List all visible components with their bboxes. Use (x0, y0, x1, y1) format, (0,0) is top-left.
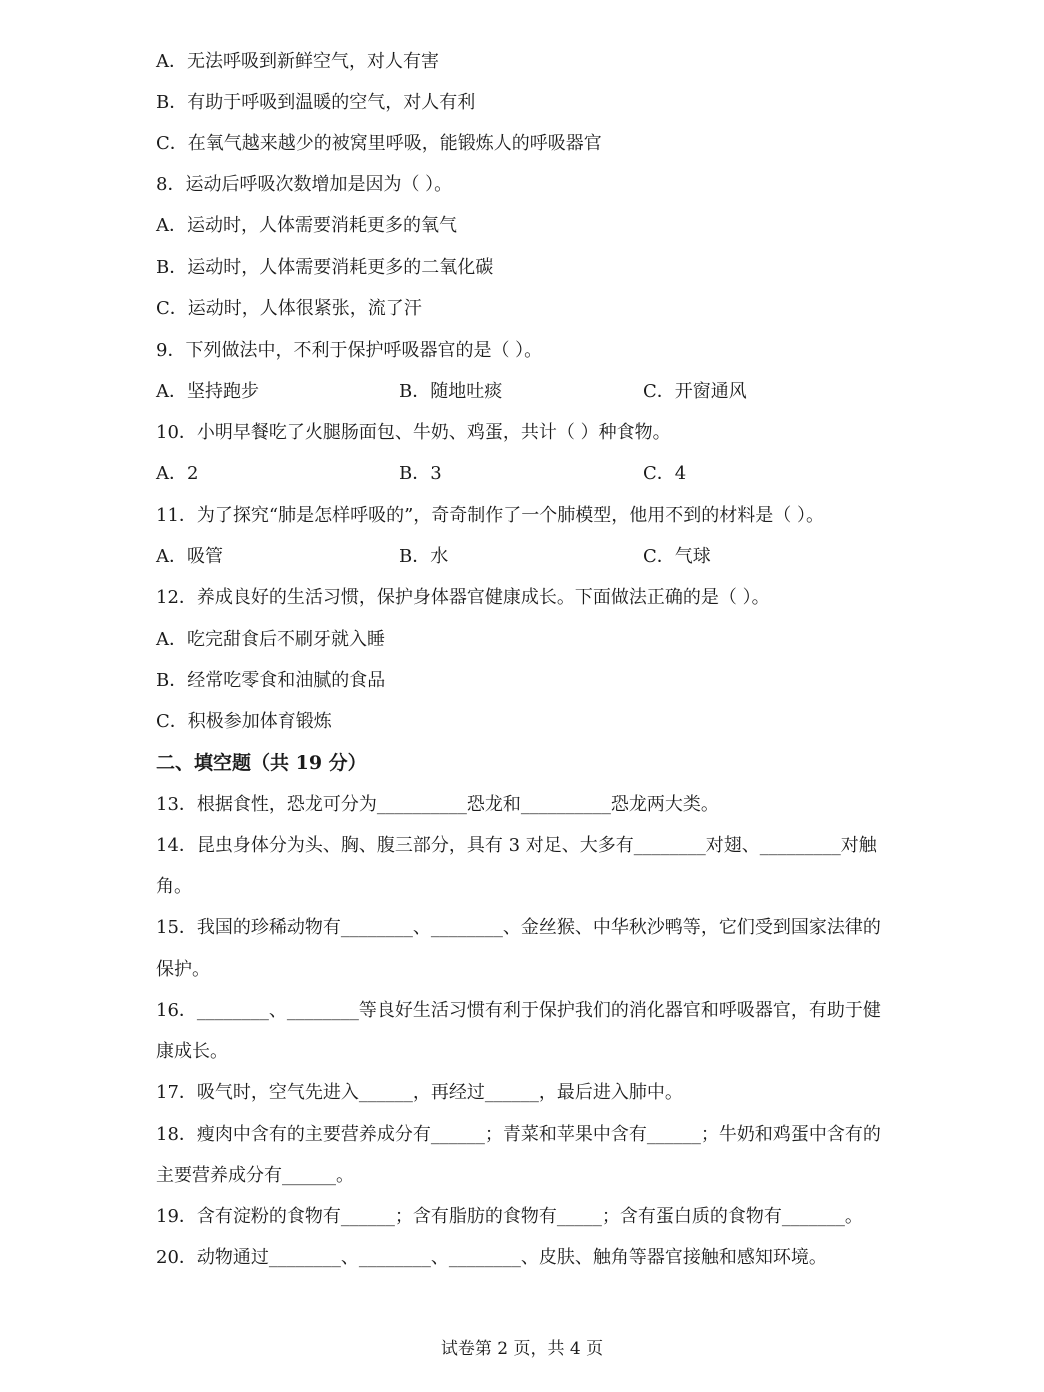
q18-line1: 18．瘦肉中含有的主要营养成分有______；青菜和苹果中含有______；牛奶和鸡蛋中含有的 (156, 1124, 881, 1145)
q11-option-c: C．气球 (643, 546, 711, 567)
q8-option-a: A．运动时，人体需要消耗更多的氧气 (156, 215, 457, 236)
q18-line2: 主要营养成分有______。 (156, 1165, 354, 1186)
q9-option-a: A．坚持跑步 (156, 381, 259, 402)
q12-stem: 12．养成良好的生活习惯，保护身体器官健康成长。下面做法正确的是（ ）。 (156, 587, 770, 608)
q13: 13．根据食性，恐龙可分为__________恐龙和__________恐龙两大类。 (156, 794, 719, 815)
section-title-fill-in: 二、填空题（共 19 分） (156, 752, 367, 774)
page-footer: 试卷第 2 页，共 4 页 (440, 1339, 604, 1359)
q7-option-b: B．有助于呼吸到温暖的空气，对人有利 (156, 92, 476, 113)
q9-option-b: B．随地吐痰 (399, 381, 503, 402)
q11-stem: 11．为了探究“肺是怎样呼吸的”，奇奇制作了一个肺模型，他用不到的材料是（ ）。 (156, 505, 825, 526)
q12-option-a: A．吃完甜食后不刷牙就入睡 (156, 629, 385, 650)
q15-line1: 15．我国的珍稀动物有________、________、金丝猴、中华秋沙鸭等，它们受到国家法律的 (156, 917, 881, 938)
q8-option-c: C．运动时，人体很紧张，流了汗 (156, 298, 422, 319)
q20: 20．动物通过________、________、________、皮肤、触角等器官接触和感知环境。 (156, 1247, 827, 1268)
q12-option-c: C．积极参加体育锻炼 (156, 711, 332, 732)
q10-stem: 10．小明早餐吃了火腿肠面包、牛奶、鸡蛋，共计（ ）种食物。 (156, 422, 671, 443)
q7-option-a: A．无法呼吸到新鲜空气，对人有害 (156, 51, 439, 72)
q19: 19．含有淀粉的食物有______；含有脂肪的食物有_____；含有蛋白质的食物有_______。 (156, 1206, 863, 1227)
q17: 17．吸气时，空气先进入______，再经过______，最后进入肺中。 (156, 1082, 683, 1103)
q9-option-c: C．开窗通风 (643, 381, 747, 402)
q8-option-b: B．运动时，人体需要消耗更多的二氧化碳 (156, 257, 494, 278)
q8-stem: 8．运动后呼吸次数增加是因为（ ）。 (156, 174, 453, 195)
q14-line2: 角。 (156, 876, 192, 897)
q9-stem: 9．下列做法中，不利于保护呼吸器官的是（ ）。 (156, 340, 543, 361)
q11-option-a: A．吸管 (156, 546, 223, 567)
q12-option-b: B．经常吃零食和油腻的食品 (156, 670, 386, 691)
q10-option-a: A．2 (156, 463, 199, 484)
q14-line1: 14．昆虫身体分为头、胸、腹三部分，具有 3 对足、大多有________对翅、_________对触 (156, 835, 877, 856)
q10-option-b: B．3 (399, 463, 442, 484)
q16-line1: 16．________、________等良好生活习惯有利于保护我们的消化器官和呼吸器官，有助于健 (156, 1000, 881, 1021)
q10-option-c: C．4 (643, 463, 687, 484)
q11-option-b: B．水 (399, 546, 449, 567)
q15-line2: 保护。 (156, 959, 210, 980)
q7-option-c: C．在氧气越来越少的被窝里呼吸，能锻炼人的呼吸器官 (156, 133, 602, 154)
q16-line2: 康成长。 (156, 1041, 228, 1062)
